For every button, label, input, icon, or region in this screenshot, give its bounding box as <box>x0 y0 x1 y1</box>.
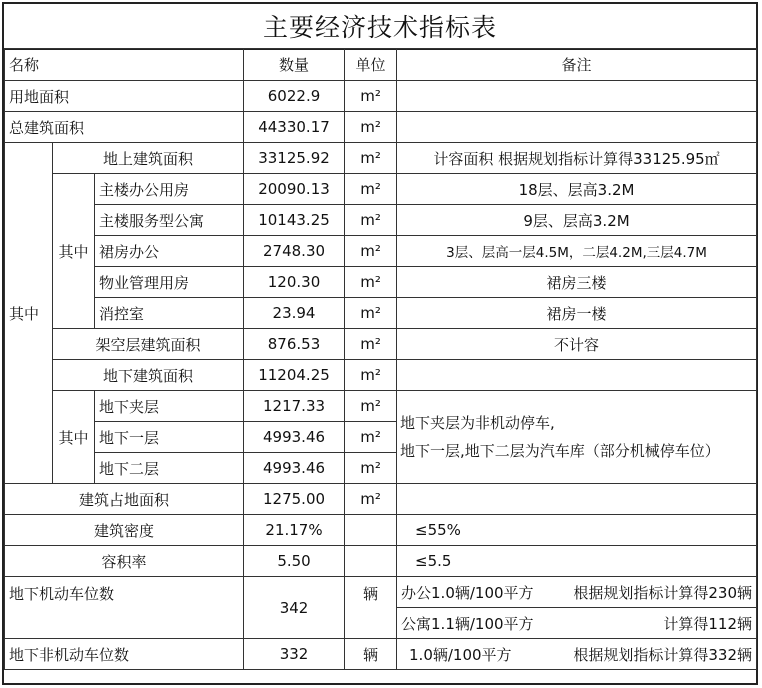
row-name: 物业管理用房 <box>95 267 244 298</box>
row-name: 消控室 <box>95 298 244 329</box>
row-unit: m² <box>345 174 397 205</box>
row-qty: 1217.33 <box>244 391 345 422</box>
remark-result: 根据规划指标计算得230辆 <box>573 583 753 602</box>
row-unit <box>345 515 397 546</box>
row-unit: m² <box>345 81 397 112</box>
row-name: 主楼办公用房 <box>95 174 244 205</box>
row-name: 架空层建筑面积 <box>53 329 244 360</box>
row-remark <box>397 112 757 143</box>
row-remark: 18层、层高3.2M <box>397 174 757 205</box>
row-qty: 5.50 <box>244 546 345 577</box>
row-name: 地下二层 <box>95 453 244 484</box>
remark-result: 根据规划指标计算得332辆 <box>573 645 753 664</box>
row-name: 主楼服务型公寓 <box>95 205 244 236</box>
table-row <box>5 546 757 577</box>
row-unit: m² <box>345 205 397 236</box>
table-row <box>5 577 757 608</box>
table-title: 主要经济技术指标表 <box>4 4 756 50</box>
table-row <box>5 639 757 670</box>
row-remark: 裙房一楼 <box>397 298 757 329</box>
row-qty: 2748.30 <box>244 236 345 267</box>
row-name: 地下一层 <box>95 422 244 453</box>
row-name: 容积率 <box>5 546 244 577</box>
row-remark: ≤55% <box>397 515 757 546</box>
row-remark <box>397 577 757 608</box>
indicator-table <box>4 48 757 670</box>
row-unit: m² <box>345 360 397 391</box>
row-qty: 4993.46 <box>244 453 345 484</box>
row-unit: m² <box>345 267 397 298</box>
row-remark: 计容面积 根据规划指标计算得33125.95㎡ <box>397 143 757 174</box>
table-row <box>5 143 757 174</box>
row-name: 地下机动车位数 <box>5 577 244 639</box>
indicator-table-sheet <box>2 2 758 685</box>
remark-rate: 1.0辆/100平方 <box>409 645 512 664</box>
row-remark: 9层、层高3.2M <box>397 205 757 236</box>
subgroup-label: 其中 <box>53 391 95 484</box>
table-row <box>5 360 757 391</box>
table-row <box>5 329 757 360</box>
table-row <box>5 174 757 205</box>
header-name: 名称 <box>5 49 244 81</box>
table-row <box>5 81 757 112</box>
row-remark: 不计容 <box>397 329 757 360</box>
row-name: 地上建筑面积 <box>53 143 244 174</box>
table-row <box>5 236 757 267</box>
header-qty: 数量 <box>244 49 345 81</box>
header-remark: 备注 <box>397 49 757 81</box>
underground-note-line: 地下夹层为非机动停车, <box>400 414 555 432</box>
row-remark <box>397 360 757 391</box>
remark-rate: 公寓1.1辆/100平方 <box>401 614 534 633</box>
row-remark <box>397 484 757 515</box>
row-qty: 120.30 <box>244 267 345 298</box>
row-remark: 3层、层高一层4.5M，二层4.2M,三层4.7M <box>397 236 757 267</box>
row-qty: 10143.25 <box>244 205 345 236</box>
row-unit: m² <box>345 298 397 329</box>
row-name: 地下建筑面积 <box>53 360 244 391</box>
row-remark: ≤5.5 <box>397 546 757 577</box>
row-name: 用地面积 <box>5 81 244 112</box>
row-qty: 342 <box>244 577 345 639</box>
row-unit: m² <box>345 329 397 360</box>
row-name: 建筑密度 <box>5 515 244 546</box>
table-row <box>5 205 757 236</box>
remark-rate: 办公1.0辆/100平方 <box>401 583 534 602</box>
row-unit: 辆 <box>345 639 397 670</box>
row-unit: m² <box>345 484 397 515</box>
row-unit: m² <box>345 453 397 484</box>
row-unit: m² <box>345 391 397 422</box>
row-qty: 44330.17 <box>244 112 345 143</box>
table-row <box>5 391 757 422</box>
row-qty: 876.53 <box>244 329 345 360</box>
row-unit: m² <box>345 143 397 174</box>
row-qty: 23.94 <box>244 298 345 329</box>
header-unit: 单位 <box>345 49 397 81</box>
row-unit: m² <box>345 422 397 453</box>
row-qty: 332 <box>244 639 345 670</box>
table-row <box>5 112 757 143</box>
table-row <box>5 298 757 329</box>
row-remark: 裙房三楼 <box>397 267 757 298</box>
row-qty: 1275.00 <box>244 484 345 515</box>
row-qty: 20090.13 <box>244 174 345 205</box>
group-label: 其中 <box>5 143 53 484</box>
row-name: 总建筑面积 <box>5 112 244 143</box>
table-row <box>5 484 757 515</box>
remark-result: 计算得112辆 <box>663 614 753 633</box>
row-unit: m² <box>345 112 397 143</box>
row-qty: 6022.9 <box>244 81 345 112</box>
underground-note-line: 地下一层,地下二层为汽车库（部分机械停车位） <box>400 442 720 460</box>
header-row <box>5 49 757 81</box>
row-name: 建筑占地面积 <box>5 484 244 515</box>
row-remark <box>397 608 757 639</box>
row-unit: 辆 <box>345 577 397 639</box>
row-name: 地下非机动车位数 <box>5 639 244 670</box>
row-qty: 11204.25 <box>244 360 345 391</box>
row-name: 地下夹层 <box>95 391 244 422</box>
table-row <box>5 267 757 298</box>
subgroup-label: 其中 <box>53 174 95 329</box>
row-remark <box>397 639 757 670</box>
underground-note <box>397 391 757 484</box>
row-qty: 4993.46 <box>244 422 345 453</box>
row-unit: m² <box>345 236 397 267</box>
row-unit <box>345 546 397 577</box>
row-name: 裙房办公 <box>95 236 244 267</box>
row-qty: 33125.92 <box>244 143 345 174</box>
row-qty: 21.17% <box>244 515 345 546</box>
table-row <box>5 515 757 546</box>
row-remark <box>397 81 757 112</box>
